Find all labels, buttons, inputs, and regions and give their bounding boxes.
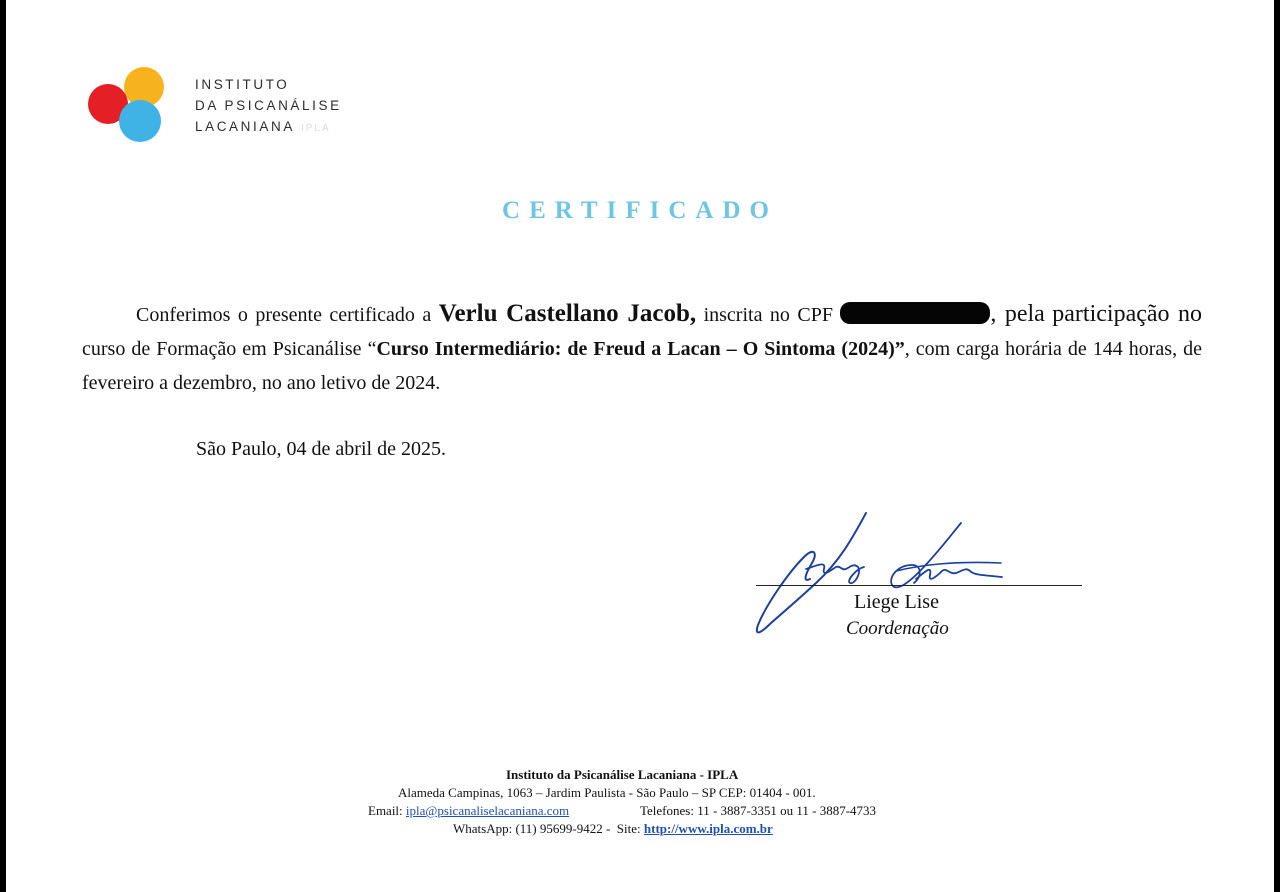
body-text-5: curso de Formação em Psicanálise “ xyxy=(82,338,377,360)
ipla-logo xyxy=(88,66,168,146)
footer-email-label: Email: xyxy=(368,803,406,818)
body-text-3: , pela xyxy=(990,301,1045,327)
body-text-1: Conferimos o presente certificado a xyxy=(136,304,439,326)
logo-line-3 xyxy=(195,116,342,139)
logo-blue-circle xyxy=(119,100,161,142)
footer-whatsapp-row xyxy=(453,820,773,838)
signatory-name: Liege Lise xyxy=(854,591,939,613)
logo-line-2: DA PSICANÁLISE xyxy=(195,98,342,113)
certificate-title: CERTIFICADO xyxy=(502,197,778,224)
footer-email-row xyxy=(368,802,569,820)
certificate-body xyxy=(82,297,1202,400)
body-text-6: , com carga horária de 144 horas, de fevereiro a dezembro, no ano letivo de 2024. xyxy=(82,338,1202,394)
logo-abbreviation: IPLA xyxy=(300,123,331,134)
body-text-2: inscrita no CPF xyxy=(696,304,841,326)
footer-phones: Telefones: 11 - 3887-3351 ou 11 - 3887-4733 xyxy=(640,803,877,818)
footer-institution: Instituto da Psicanálise Lacaniana - IPLA xyxy=(506,767,739,782)
logo-line-3-text: LACANIANA xyxy=(195,119,295,134)
footer-whatsapp: WhatsApp: (11) 95699-9422 - xyxy=(453,821,611,836)
issue-date: São Paulo, 04 de abril de 2025. xyxy=(196,438,446,460)
logo-wordmark xyxy=(195,74,342,139)
recipient-name: Verlu Castellano Jacob, xyxy=(438,300,697,327)
footer-site-link[interactable]: http://www.ipla.com.br xyxy=(643,821,773,836)
redacted-cpf xyxy=(840,302,990,324)
certificate-page xyxy=(6,0,1274,892)
body-text-4: participação no xyxy=(1052,301,1202,327)
signatory-role: Coordenação xyxy=(846,618,949,639)
footer-email-link[interactable]: ipla@psicanaliselacaniana.com xyxy=(405,803,570,818)
course-name: Curso Intermediário: de Freud a Lacan – O Sintoma (2024)” xyxy=(376,338,905,360)
footer-address: Alameda Campinas, 1063 – Jardim Paulista - São Paulo – SP CEP: 01404 - 001. xyxy=(398,785,816,800)
logo-line-1: INSTITUTO xyxy=(195,77,290,92)
signature-line xyxy=(756,585,1082,586)
footer-site-label: Site: xyxy=(610,821,644,836)
